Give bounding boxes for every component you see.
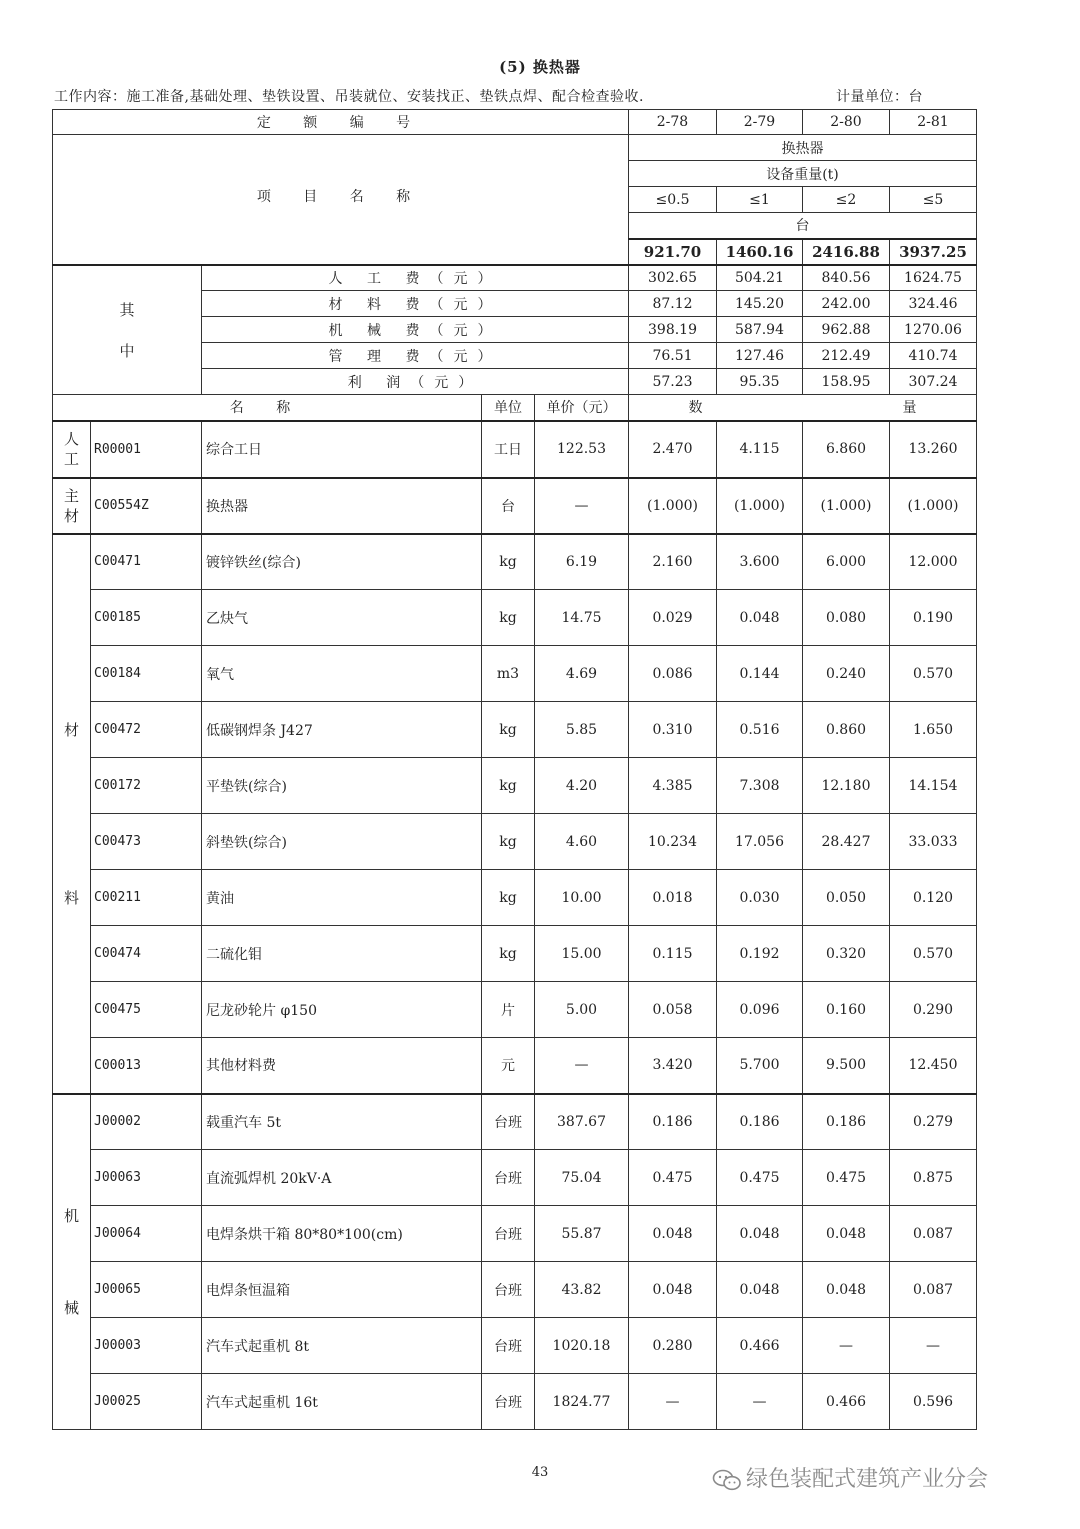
table-row xyxy=(53,1150,977,1206)
breakdown-value: 76.51 xyxy=(629,343,717,369)
breakdown-category xyxy=(53,265,202,395)
breakdown-value: 158.95 xyxy=(803,369,890,395)
item-quantity: 0.030 xyxy=(717,870,803,926)
item-unit: 台班 xyxy=(482,1206,535,1262)
item-quantity: 0.048 xyxy=(803,1206,890,1262)
item-unit: 工日 xyxy=(482,421,535,478)
item-quantity: 0.475 xyxy=(803,1150,890,1206)
item-code: J00063 xyxy=(91,1150,202,1206)
page-number: 43 xyxy=(531,1465,549,1480)
measurement-unit: 计量单位：台 xyxy=(836,89,923,105)
item-name: 低碳钢焊条 J427 xyxy=(202,702,482,758)
page-title: (5) 换热器 xyxy=(499,58,581,76)
item-quantity: 33.033 xyxy=(890,814,977,870)
item-price: 43.82 xyxy=(535,1262,629,1318)
category-cell xyxy=(53,421,91,478)
item-unit: 台班 xyxy=(482,1150,535,1206)
item-unit: kg xyxy=(482,814,535,870)
item-quantity: 0.516 xyxy=(717,702,803,758)
column-unit-header: 单位 xyxy=(482,395,535,421)
item-code: C00185 xyxy=(91,590,202,646)
item-quantity: 0.192 xyxy=(717,926,803,982)
weight-label: 设备重量(t) xyxy=(629,161,977,187)
item-quantity: 0.115 xyxy=(629,926,717,982)
item-unit: 片 xyxy=(482,982,535,1038)
item-quantity: 13.260 xyxy=(890,421,977,478)
breakdown-category-top: 其 xyxy=(119,300,135,319)
item-code: R00001 xyxy=(91,421,202,478)
item-quantity: 0.087 xyxy=(890,1206,977,1262)
item-code: J00064 xyxy=(91,1206,202,1262)
item-quantity: 0.050 xyxy=(803,870,890,926)
item-quantity: 0.048 xyxy=(803,1262,890,1318)
item-quantity: 3.600 xyxy=(717,534,803,590)
breakdown-label: 人 工 费（元） xyxy=(202,265,629,291)
item-quantity: 0.086 xyxy=(629,646,717,702)
item-quantity: 0.320 xyxy=(803,926,890,982)
item-unit: kg xyxy=(482,534,535,590)
item-name: 载重汽车 5t xyxy=(202,1094,482,1150)
item-quantity: 0.186 xyxy=(803,1094,890,1150)
item-code: C00472 xyxy=(91,702,202,758)
table-row xyxy=(53,478,977,534)
item-quantity: 0.279 xyxy=(890,1094,977,1150)
item-quantity: (1.000) xyxy=(717,478,803,534)
breakdown-value: 57.23 xyxy=(629,369,717,395)
item-quantity: 2.470 xyxy=(629,421,717,478)
equipment-name: 换热器 xyxy=(629,135,977,161)
item-price: 5.85 xyxy=(535,702,629,758)
item-name: 电焊条恒温箱 xyxy=(202,1262,482,1318)
breakdown-label: 材 料 费（元） xyxy=(202,291,629,317)
item-quantity: 0.466 xyxy=(717,1318,803,1374)
item-quantity: — xyxy=(717,1374,803,1430)
item-quantity: 0.160 xyxy=(803,982,890,1038)
item-price: 1020.18 xyxy=(535,1318,629,1374)
quota-code: 2-81 xyxy=(890,110,977,135)
item-quantity: 0.144 xyxy=(717,646,803,702)
item-code: C00172 xyxy=(91,758,202,814)
item-name: 换热器 xyxy=(202,478,482,534)
item-quantity: 0.048 xyxy=(717,1206,803,1262)
item-name: 斜垫铁(综合) xyxy=(202,814,482,870)
base-price: 1460.16 xyxy=(717,239,803,265)
breakdown-value: 95.35 xyxy=(717,369,803,395)
item-quantity: 0.096 xyxy=(717,982,803,1038)
item-quantity: 0.120 xyxy=(890,870,977,926)
item-name: 汽车式起重机 8t xyxy=(202,1318,482,1374)
table-row xyxy=(53,1262,977,1318)
item-quantity: 0.029 xyxy=(629,590,717,646)
item-quantity: 0.475 xyxy=(629,1150,717,1206)
item-price: 10.00 xyxy=(535,870,629,926)
item-quantity: 28.427 xyxy=(803,814,890,870)
breakdown-value: 410.74 xyxy=(890,343,977,369)
item-quantity: 0.058 xyxy=(629,982,717,1038)
breakdown-value: 127.46 xyxy=(717,343,803,369)
item-name: 综合工日 xyxy=(202,421,482,478)
item-price: 4.20 xyxy=(535,758,629,814)
item-code: C00471 xyxy=(91,534,202,590)
item-code: C00475 xyxy=(91,982,202,1038)
item-quantity: 0.466 xyxy=(803,1374,890,1430)
item-code: C00554Z xyxy=(91,478,202,534)
item-quantity: 0.875 xyxy=(890,1150,977,1206)
breakdown-value: 324.46 xyxy=(890,291,977,317)
weight-range: ≤1 xyxy=(717,187,803,213)
item-quantity: 14.154 xyxy=(890,758,977,814)
item-price: 4.69 xyxy=(535,646,629,702)
item-quantity: 0.048 xyxy=(717,1262,803,1318)
item-quantity: 0.087 xyxy=(890,1262,977,1318)
item-quantity: 0.475 xyxy=(717,1150,803,1206)
item-quantity: 0.186 xyxy=(629,1094,717,1150)
item-quantity: 0.570 xyxy=(890,926,977,982)
work-content: 工作内容：施工准备,基础处理、垫铁设置、吊装就位、安装找正、垫铁点焊、配合检查验收. xyxy=(54,89,644,105)
column-name-header: 名 称 xyxy=(53,395,482,421)
item-unit: 台班 xyxy=(482,1094,535,1150)
qty-right: 量 xyxy=(902,400,917,417)
item-name: 氧气 xyxy=(202,646,482,702)
category-char: 材 xyxy=(63,720,79,739)
item-unit: kg xyxy=(482,590,535,646)
item-quantity: 6.000 xyxy=(803,534,890,590)
item-quantity: 3.420 xyxy=(629,1038,717,1094)
item-quantity: (1.000) xyxy=(629,478,717,534)
item-name: 镀锌铁丝(综合) xyxy=(202,534,482,590)
wechat-icon xyxy=(712,1469,742,1491)
item-quantity: 0.860 xyxy=(803,702,890,758)
item-quantity: 0.190 xyxy=(890,590,977,646)
item-name: 汽车式起重机 16t xyxy=(202,1374,482,1430)
breakdown-value: 1624.75 xyxy=(890,265,977,291)
table-row xyxy=(53,1206,977,1262)
item-unit: 台班 xyxy=(482,1374,535,1430)
item-code: C00474 xyxy=(91,926,202,982)
item-quantity: 6.860 xyxy=(803,421,890,478)
table-row xyxy=(53,421,977,478)
item-quantity: — xyxy=(803,1318,890,1374)
item-code: C00211 xyxy=(91,870,202,926)
watermark xyxy=(712,1462,988,1493)
item-quantity: 0.018 xyxy=(629,870,717,926)
item-price: 14.75 xyxy=(535,590,629,646)
item-quantity: 9.500 xyxy=(803,1038,890,1094)
item-name: 乙炔气 xyxy=(202,590,482,646)
breakdown-label: 管 理 费（元） xyxy=(202,343,629,369)
item-unit: kg xyxy=(482,870,535,926)
item-code: C00013 xyxy=(91,1038,202,1094)
item-quantity: 7.308 xyxy=(717,758,803,814)
table-row xyxy=(53,646,977,702)
column-price-header: 单价（元） xyxy=(535,395,629,421)
category-cell xyxy=(53,1094,91,1430)
breakdown-value: 840.56 xyxy=(803,265,890,291)
item-price: — xyxy=(535,478,629,534)
item-code: C00184 xyxy=(91,646,202,702)
item-quantity: 12.180 xyxy=(803,758,890,814)
header-unit: 台 xyxy=(629,213,977,239)
watermark-text: 绿色装配式建筑产业分会 xyxy=(746,1467,989,1492)
table-row xyxy=(53,702,977,758)
category-cell xyxy=(53,534,91,1094)
breakdown-value: 504.21 xyxy=(717,265,803,291)
item-name-label: 项 目 名 称 xyxy=(53,135,629,265)
item-name: 电焊条烘干箱 80*80*100(cm) xyxy=(202,1206,482,1262)
item-code: C00473 xyxy=(91,814,202,870)
item-quantity: 0.240 xyxy=(803,646,890,702)
breakdown-value: 398.19 xyxy=(629,317,717,343)
item-price: 15.00 xyxy=(535,926,629,982)
breakdown-label: 利 润（元） xyxy=(202,369,629,395)
item-quantity: 1.650 xyxy=(890,702,977,758)
item-quantity: (1.000) xyxy=(803,478,890,534)
category-char: 工 xyxy=(63,450,79,468)
item-quantity: 0.048 xyxy=(629,1262,717,1318)
table-row xyxy=(53,1038,977,1094)
item-price: 387.67 xyxy=(535,1094,629,1150)
item-code: J00065 xyxy=(91,1262,202,1318)
table-row xyxy=(53,926,977,982)
quota-code-label: 定 额 编 号 xyxy=(53,110,629,135)
item-quantity: 0.280 xyxy=(629,1318,717,1374)
breakdown-value: 962.88 xyxy=(803,317,890,343)
item-quantity: 0.310 xyxy=(629,702,717,758)
item-name: 尼龙砂轮片 φ150 xyxy=(202,982,482,1038)
item-unit: kg xyxy=(482,758,535,814)
item-quantity: 0.596 xyxy=(890,1374,977,1430)
item-code: J00025 xyxy=(91,1374,202,1430)
item-quantity: — xyxy=(629,1374,717,1430)
item-quantity: — xyxy=(890,1318,977,1374)
table-row xyxy=(53,534,977,590)
item-unit: m3 xyxy=(482,646,535,702)
item-quantity: 12.000 xyxy=(890,534,977,590)
item-unit: 台 xyxy=(482,478,535,534)
item-unit: kg xyxy=(482,702,535,758)
item-quantity: 0.080 xyxy=(803,590,890,646)
item-name: 二硫化钼 xyxy=(202,926,482,982)
item-code: J00002 xyxy=(91,1094,202,1150)
item-name: 平垫铁(综合) xyxy=(202,758,482,814)
item-quantity: 0.290 xyxy=(890,982,977,1038)
item-quantity: 2.160 xyxy=(629,534,717,590)
weight-range: ≤0.5 xyxy=(629,187,717,213)
item-quantity: 0.570 xyxy=(890,646,977,702)
table-row xyxy=(53,814,977,870)
breakdown-category-bottom: 中 xyxy=(119,341,135,360)
weight-range: ≤5 xyxy=(890,187,977,213)
quota-table xyxy=(52,109,977,1430)
table-row xyxy=(53,1094,977,1150)
breakdown-label: 机 械 费（元） xyxy=(202,317,629,343)
item-quantity: 10.234 xyxy=(629,814,717,870)
quota-code: 2-78 xyxy=(629,110,717,135)
item-quantity: 17.056 xyxy=(717,814,803,870)
item-name: 黄油 xyxy=(202,870,482,926)
weight-range: ≤2 xyxy=(803,187,890,213)
item-unit: kg xyxy=(482,926,535,982)
table-row xyxy=(53,590,977,646)
breakdown-value: 587.94 xyxy=(717,317,803,343)
item-unit: 元 xyxy=(482,1038,535,1094)
table-row xyxy=(53,870,977,926)
column-qty-header xyxy=(629,395,977,421)
breakdown-value: 145.20 xyxy=(717,291,803,317)
category-char: 主 xyxy=(63,486,79,505)
category-char: 料 xyxy=(63,888,79,907)
base-price: 2416.88 xyxy=(803,239,890,265)
category-char: 人 xyxy=(63,430,79,448)
item-unit: 台班 xyxy=(482,1262,535,1318)
item-quantity: 4.115 xyxy=(717,421,803,478)
item-price: 5.00 xyxy=(535,982,629,1038)
item-unit: 台班 xyxy=(482,1318,535,1374)
breakdown-value: 242.00 xyxy=(803,291,890,317)
item-code: J00003 xyxy=(91,1318,202,1374)
item-price: 4.60 xyxy=(535,814,629,870)
item-price: 55.87 xyxy=(535,1206,629,1262)
category-char: 机 xyxy=(63,1206,79,1225)
breakdown-value: 307.24 xyxy=(890,369,977,395)
table-row xyxy=(53,982,977,1038)
item-quantity: 0.048 xyxy=(717,590,803,646)
quota-code: 2-79 xyxy=(717,110,803,135)
quota-code: 2-80 xyxy=(803,110,890,135)
item-price: 1824.77 xyxy=(535,1374,629,1430)
breakdown-value: 1270.06 xyxy=(890,317,977,343)
breakdown-value: 302.65 xyxy=(629,265,717,291)
table-row xyxy=(53,758,977,814)
category-char: 材 xyxy=(63,506,79,525)
item-price: 6.19 xyxy=(535,534,629,590)
table-row xyxy=(53,1374,977,1430)
item-price: — xyxy=(535,1038,629,1094)
item-quantity: 0.186 xyxy=(717,1094,803,1150)
category-cell xyxy=(53,478,91,534)
table-row xyxy=(53,1318,977,1374)
item-price: 75.04 xyxy=(535,1150,629,1206)
item-price: 122.53 xyxy=(535,421,629,478)
item-name: 其他材料费 xyxy=(202,1038,482,1094)
item-quantity: 12.450 xyxy=(890,1038,977,1094)
qty-left: 数 xyxy=(688,400,703,417)
item-quantity: 4.385 xyxy=(629,758,717,814)
item-quantity: (1.000) xyxy=(890,478,977,534)
item-name: 直流弧焊机 20kV·A xyxy=(202,1150,482,1206)
breakdown-value: 87.12 xyxy=(629,291,717,317)
base-price: 3937.25 xyxy=(890,239,977,265)
item-quantity: 0.048 xyxy=(629,1206,717,1262)
category-char: 械 xyxy=(63,1298,79,1317)
base-price: 921.70 xyxy=(629,239,717,265)
item-quantity: 5.700 xyxy=(717,1038,803,1094)
breakdown-value: 212.49 xyxy=(803,343,890,369)
